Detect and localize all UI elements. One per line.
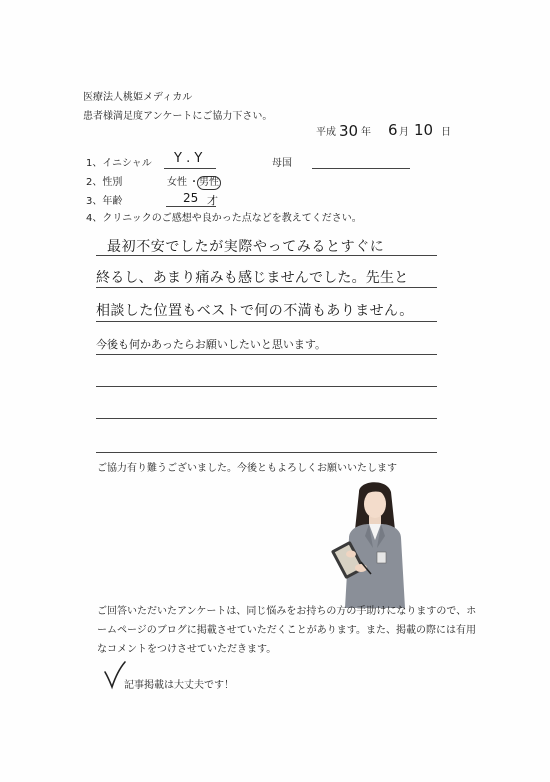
gender-option-female: 女性 (167, 177, 187, 188)
initials-underline (164, 168, 216, 169)
answer-line-1: 最初不安でしたが実際やってみるとすぐに (107, 239, 385, 255)
answer-line-4: 今後も何かあったらお願いしたいと思います。 (96, 338, 327, 351)
date-day-unit: 日 (441, 127, 451, 138)
answer-rule-6 (96, 418, 437, 419)
date-month-unit: 月 (399, 127, 409, 138)
date-day: 10 (414, 121, 434, 139)
date-year-unit: 年 (361, 127, 371, 138)
gender-separator: ・ (189, 177, 199, 188)
initials-label: 1、イニシャル (86, 158, 152, 169)
thanks-message: ご協力有り難うございました。今後ともよろしくお願いいたします (97, 463, 397, 474)
date-year: 30 (339, 122, 359, 140)
clinic-name: 医療法人桃姫メディカル (83, 92, 193, 103)
answer-line-2: 終るし、あまり痛みも感じませんでした。先生と (96, 270, 409, 286)
question-label: 4、クリニックのご感想や良かった点などを教えてください。 (86, 213, 362, 224)
answer-rule-1 (96, 255, 437, 256)
answer-line-3: 相談した位置もベストで何の不満もありません。 (96, 303, 414, 319)
age-label: 3、年齢 (86, 196, 123, 207)
date-era: 平成 (316, 127, 336, 138)
notice-line-1: ご回答いただいたアンケートは、同じ悩みをお持ちの方の手助けになりますので、ホ (97, 606, 477, 617)
age-value: 25 (183, 191, 199, 205)
answer-rule-5 (96, 386, 437, 387)
answer-rule-4 (96, 354, 437, 355)
answer-rule-7 (96, 452, 437, 453)
gender-option-male-selected: 男性 (199, 177, 219, 188)
woman-with-clipboard-illustration (325, 478, 425, 608)
date-month: 6 (388, 121, 398, 139)
initials-value: Y . Y (174, 151, 203, 166)
hometown-underline (312, 168, 410, 169)
hometown-label: 母国 (272, 158, 292, 169)
answer-rule-2 (96, 287, 437, 288)
consent-label: 記事掲載は大丈夫です！ (124, 680, 234, 691)
notice-line-2: ームページのブログに掲載させていただくことがあります。また、掲載の際には有用 (97, 625, 476, 636)
gender-label: 2、性別 (86, 177, 123, 188)
survey-title: 患者様満足度アンケートにご協力下さい。 (83, 111, 273, 122)
notice-line-3: なコメントをつけさせていただきます。 (97, 644, 277, 655)
age-unit: 才 (207, 194, 218, 207)
age-underline (166, 206, 216, 207)
answer-rule-3 (96, 321, 437, 322)
